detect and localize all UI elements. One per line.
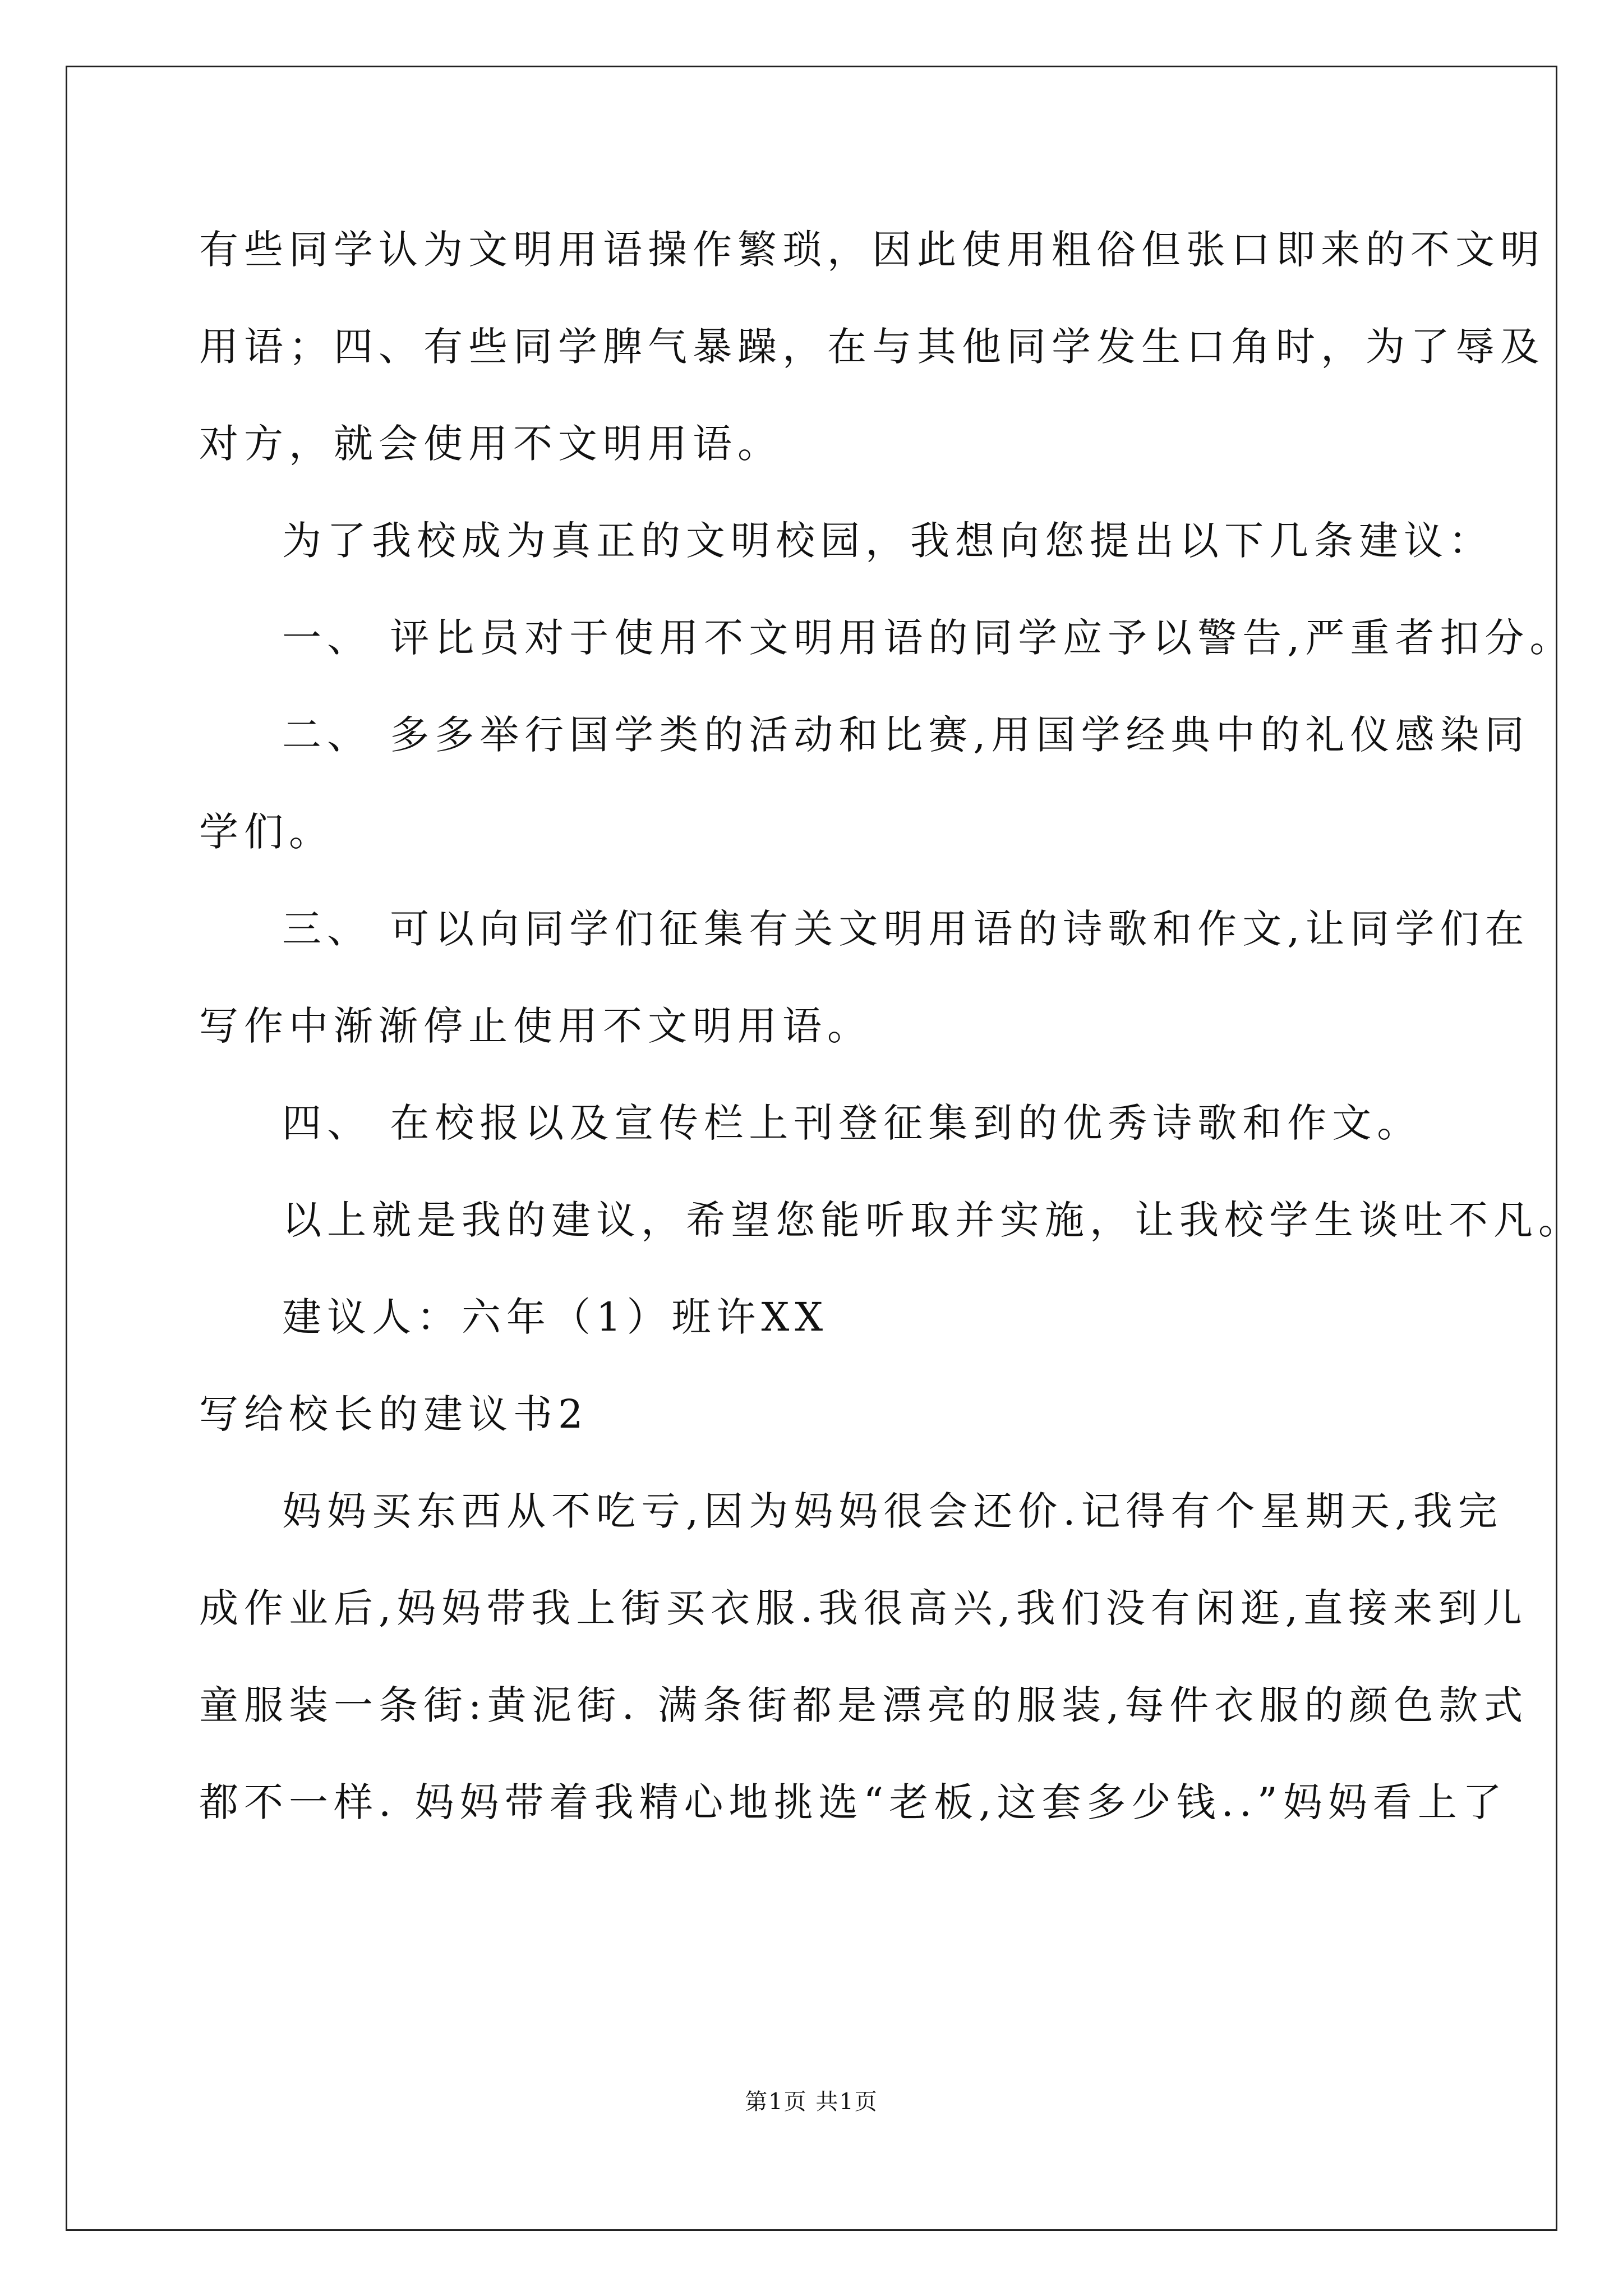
text-line: 成作业后,妈妈带我上街买衣服.我很高兴,我们没有闲逛,直接来到儿 bbox=[199, 1585, 1528, 1631]
text-line: 学们。 bbox=[199, 809, 334, 855]
text-line: 写作中渐渐停止使用不文明用语。 bbox=[199, 1003, 872, 1049]
signature-line: 建议人：六年（1）班许XX bbox=[282, 1294, 829, 1340]
paragraph-line: 以上就是我的建议，希望您能听取并实施，让我校学生谈吐不凡。 bbox=[282, 1197, 1583, 1243]
section-heading: 写给校长的建议书2 bbox=[199, 1391, 589, 1437]
paragraph-line: 为了我校成为真正的文明校园，我想向您提出以下几条建议： bbox=[282, 518, 1493, 564]
page-border bbox=[66, 66, 1557, 2231]
text-line: 有些同学认为文明用语操作繁琐，因此使用粗俗但张口即来的不文明 bbox=[199, 227, 1545, 273]
suggestion-item-3: 三、 可以向同学们征集有关文明用语的诗歌和作文,让同学们在 bbox=[282, 906, 1530, 952]
text-line: 都不一样. 妈妈带着我精心地挑选“老板,这套多少钱..”妈妈看上了 bbox=[199, 1779, 1507, 1825]
text-line: 对方，就会使用不文明用语。 bbox=[199, 421, 782, 467]
paragraph-line: 妈妈买东西从不吃亏,因为妈妈很会还价.记得有个星期天,我完 bbox=[282, 1488, 1503, 1534]
page-number: 第1页 共1页 bbox=[745, 2089, 878, 2115]
suggestion-item-4: 四、 在校报以及宣传栏上刊登征集到的优秀诗歌和作文。 bbox=[282, 1100, 1422, 1146]
text-line: 童服装一条街:黄泥街. 满条街都是漂亮的服装,每件衣服的颜色款式 bbox=[199, 1682, 1529, 1728]
suggestion-item-2: 二、 多多举行国学类的活动和比赛,用国学经典中的礼仪感染同 bbox=[282, 712, 1530, 758]
suggestion-item-1: 一、 评比员对于使用不文明用语的同学应予以警告,严重者扣分。 bbox=[282, 615, 1575, 661]
text-line: 用语；四、有些同学脾气暴躁，在与其他同学发生口角时，为了辱及 bbox=[199, 324, 1545, 370]
